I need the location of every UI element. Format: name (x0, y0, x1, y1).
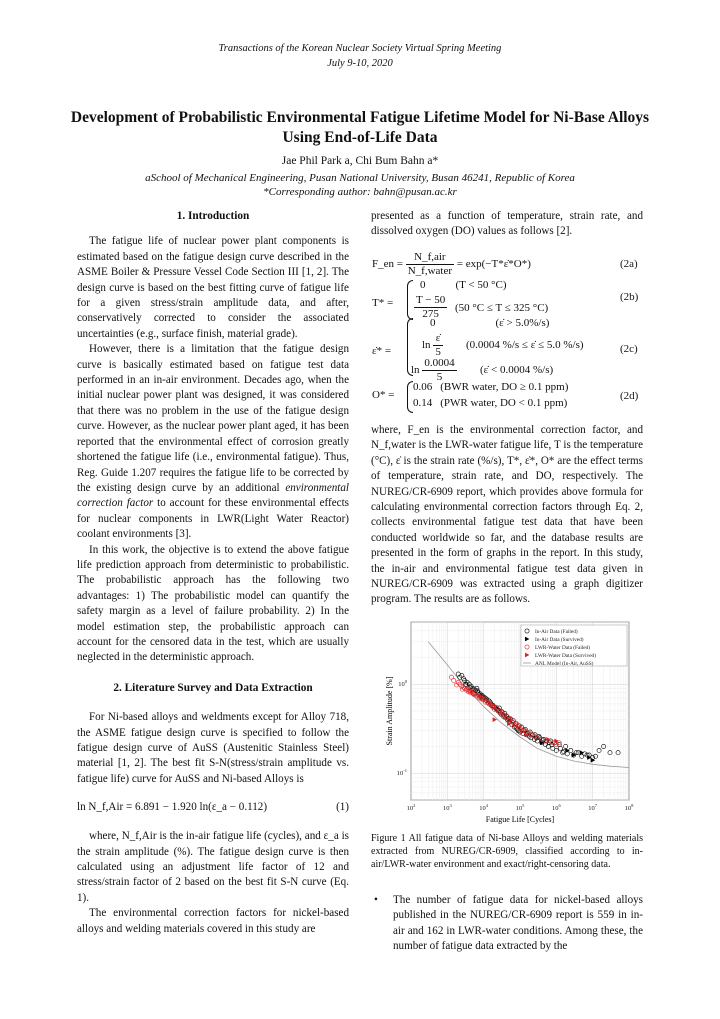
y-tick-label: $10^0$ (398, 679, 407, 689)
bullet-list (371, 893, 643, 955)
data-point-failed (558, 746, 562, 750)
data-point-failed (597, 748, 601, 752)
left-column (77, 209, 349, 937)
t-star-case2: $\frac{T - 50}{275}$ (416, 294, 446, 320)
equation-1: ln N_f,Air = 6.891 − 1.920 ln(ε_a − 0.112) (1) (77, 801, 349, 814)
legend (521, 625, 627, 667)
edot-star-case2-condition: (0.0004 %/s ≤ ε̇ ≤ 5.0 %/s) (466, 339, 584, 351)
edot-star-symbol: ε̇* = (372, 345, 392, 357)
equation-number: (2a) (620, 258, 638, 270)
equation-number: (2b) (620, 291, 639, 303)
legend-label: In-Air Data (Survived) (535, 637, 584, 643)
edot-star-case3: ln $\frac{0.0004}{5}$ (411, 357, 455, 383)
paragraph: The environmental correction factors for nickel-based alloys and welding materials covered in this study are (77, 907, 349, 935)
equation-number: (2d) (620, 390, 639, 402)
x-tick-label: $10^7$ (588, 803, 598, 812)
legend-label: In-Air Data (Failed) (535, 629, 578, 635)
legend-label: LWR-Water Data (Failed) (535, 645, 591, 651)
equation-2a: F_en = $\frac{\text{N\_f,air}}{\text{N\_f,water}}$ = exp(−T*ε̇*O*) (372, 251, 531, 277)
authors: Jae Phil Park a, Chi Bum Bahn a* (281, 155, 439, 167)
x-tick-label: $10^3$ (442, 803, 452, 812)
y-tick-label: $10^{-1}$ (396, 768, 407, 778)
bullet-dot: • (374, 894, 378, 906)
o-star-case1: 0.06 (BWR water, DO ≥ 0.1 ppm) (413, 381, 569, 393)
figure-caption: Figure 1 All fatigue data of Ni-base Alloys and welding materials extracted from NUREG/CR-6909, classified according to in-air/LWR-water environment and exact/right-censoring data. (371, 833, 643, 870)
corresponding-author: *Corresponding author: bahn@pusan.ac.kr (263, 186, 457, 198)
data-point-failed (449, 675, 453, 679)
paragraph: where, F_en is the environmental correction factor, and N_f,water is the LWR-water fatigue life, T is the temperature (°C), ε̇ is the strain rate (%/s), T*, ε̇*, O* are the effect terms of temperature, strain rate, and DO, respectively. The NUREG/CR-6909 report, which provides above formula for calculating environmental correction factors through Eq. 2, collects environmental fatigue test data that have been conducted worldwide so far, and the database results are presented in the form of graphs in the report. In this study, the in-air and environmental fatigue test data given in NUREG/CR-6909 was extracted using a graph digitizer program. The results are as follows. (371, 424, 643, 606)
paragraph: The fatigue life of nuclear power plant components is estimated based on the fatigue design curve described in the ASME Boiler & Pressure Vessel Code Section III [1, 2]. The design curve is based on the best fitting curve of fatigue life for a given stress/strain amplitude data, and after, conservatively corrected to consider the associated uncertainties (e.g., surface finish, material grade). (77, 235, 349, 340)
bullet-item: The number of fatigue data for nickel-based alloys published in the NUREG/CR-6909 report is 559 in in-air and 162 in LWR-water conditions. Among these, the number of fatigue data extracted by the (393, 894, 643, 953)
legend-label: ANL Model (In-Air, AuSS) (535, 661, 594, 667)
t-star-symbol: T* = (372, 297, 394, 309)
running-header-line2: July 9-10, 2020 (327, 58, 393, 69)
data-point-failed (561, 751, 565, 755)
x-tick-label: $10^4$ (479, 803, 489, 812)
x-axis-label: Fatigue Life [Cycles] (485, 815, 555, 824)
right-column-intro (371, 209, 643, 240)
x-tick-label: $10^2$ (406, 803, 416, 812)
affiliation: aSchool of Mechanical Engineering, Pusan National University, Busan 46241, Republic of Korea (145, 172, 575, 184)
paragraph: In this work, the objective is to extend the above fatigue life prediction approach from deterministic to probabilistic. The probabilistic approach has the following two advantages: 1) The probabilistic model can quantify the safety margin as a level of failure probability. 2) In the model estimation step, the probabilistic approach can account for the censored data in the test, which are usually neglected in the deterministic approach. (77, 543, 349, 664)
paragraph: presented as a function of temperature, strain rate, and dissolved oxygen (DO) values as follows [2]. (371, 210, 643, 238)
brace (407, 280, 413, 320)
section-heading-introduction: 1. Introduction (176, 210, 250, 222)
paragraph: where, N_f,Air is the in-air fatigue life (cycles), and ε_a is the strain amplitude (%). The fatigue design curve is then calculated using an adjustment life factor of 12 and stress/strain factor of 2 based on the best fit S-N curve (Eq. 1). (77, 830, 349, 904)
edot-star-case1: 0 (ε̇ > 5.0%/s) (430, 317, 550, 329)
y-axis-label: Strain Amplitude [%] (385, 676, 394, 746)
right-column-body (371, 423, 643, 608)
section-heading-literature: 2. Literature Survey and Data Extraction (113, 681, 313, 694)
x-tick-label: $10^6$ (551, 803, 561, 812)
t-star-case1: 0 (T < 50 °C) (420, 279, 507, 291)
edot-star-case3-condition: (ε̇ < 0.0004 %/s) (480, 364, 554, 376)
legend-label: LWR-Water Data (Survived) (535, 653, 596, 659)
fatigue-data-chart (383, 618, 638, 828)
data-point-failed (562, 749, 566, 753)
axis-ticks (397, 679, 634, 812)
x-tick-label: $10^5$ (515, 803, 525, 812)
t-star-case2-condition: (50 °C ≤ T ≤ 325 °C) (455, 302, 549, 314)
data-points (449, 672, 620, 763)
x-tick-label: $10^8$ (624, 803, 634, 812)
edot-star-case2: ln $\frac{\varepsiloṅ}{5}$ (422, 332, 441, 358)
o-star-symbol: O* = (372, 389, 395, 401)
paper-title: Development of Probabilistic Environmental Fatigue Lifetime Model for Ni-Base Alloys Using End-of-Life Data (70, 109, 650, 146)
equation-number: (2c) (620, 343, 638, 355)
o-star-case2: 0.14 (PWR water, DO < 0.1 ppm) (413, 397, 568, 409)
running-header-line1: Transactions of the Korean Nuclear Society Virtual Spring Meeting (218, 43, 502, 54)
paragraph: For Ni-based alloys and weldments except for Alloy 718, the ASME fatigue design curve is specified to follow the fatigue design curve of AuSS (Austenitic Stainless Steel) material [1, 2]. The best fit S-N(stress/strain amplitude vs. fatigue life) curve for AuSS and Ni-based Alloys is (77, 711, 349, 785)
paragraph: However, there is a limitation that the fatigue design curve is basically estimated based on fatigue test data performed in an in-air environment. Decades ago, when the initial nuclear power plant was designed, it was considered that there was no problem in the use of the fatigue design curve. However, as the nuclear power plant aged, it has been reported that the environmental effect of corrosion greatly shortened the fatigue life (i.e., environmental fatigue). Thus, Reg. Guide 1.207 requires the fatigue life to be corrected by the existing design curve by an additional environmental correction factor to account for these environmental effects for nuclear components in LWR(Light Water Reactor) coolant environments [3]. (77, 343, 349, 541)
